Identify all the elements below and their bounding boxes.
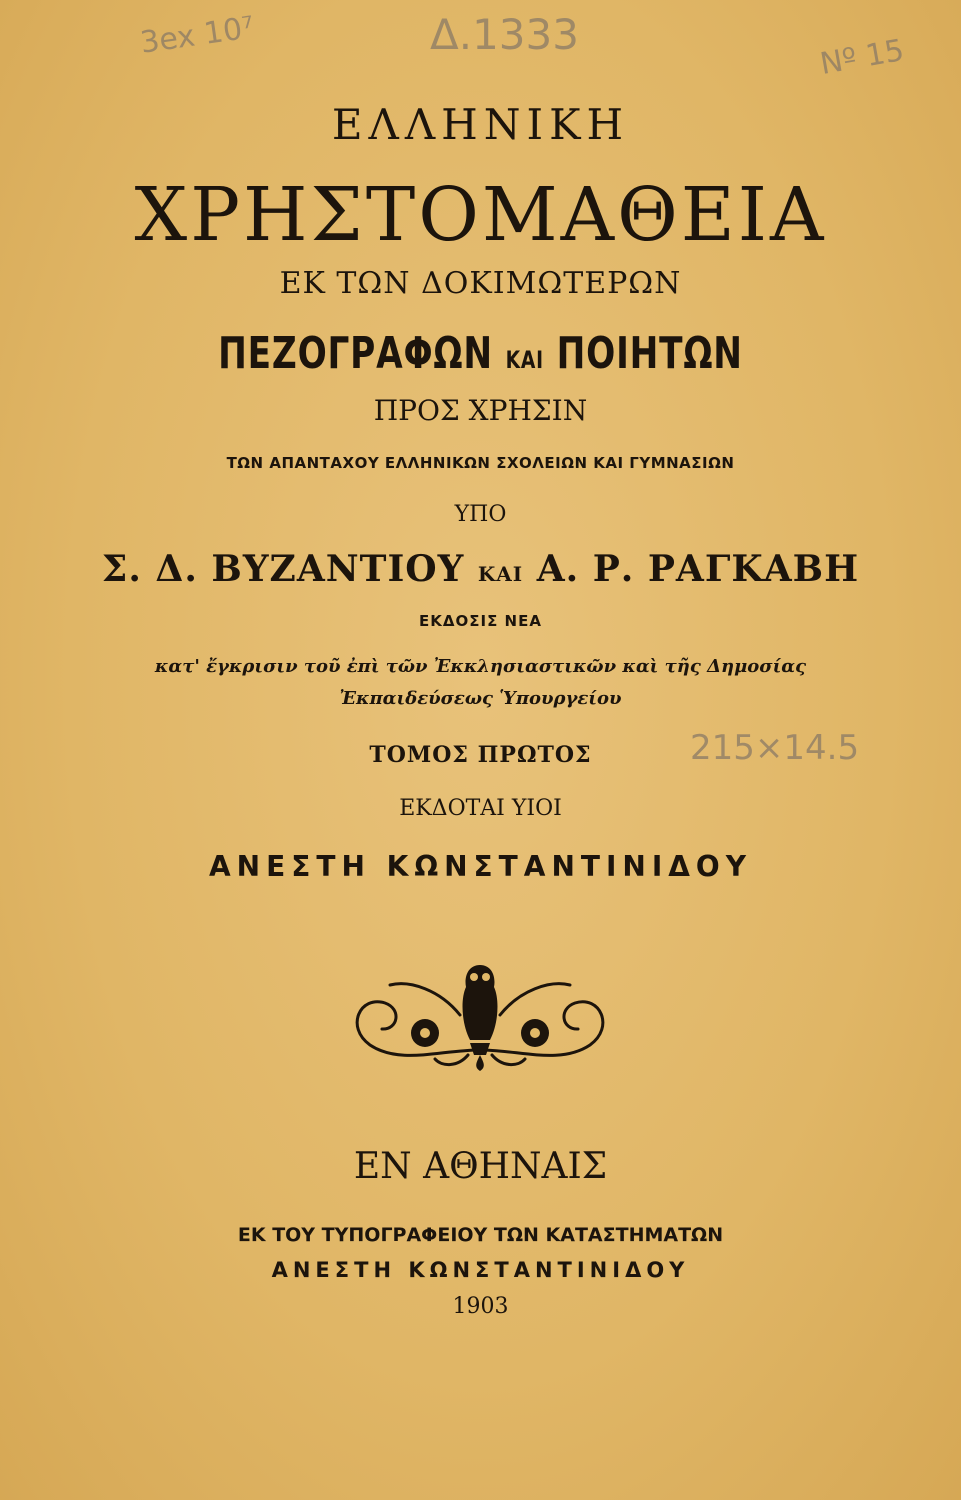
publishers-label: ΕΚΔΟΤΑΙ ΥΙΟΙ xyxy=(399,796,562,821)
subtitle-line-1: ΕΚ ΤΩΝ ΔΟΚΙΜΩΤΕΡΩΝ xyxy=(279,266,682,301)
pencil-note-top-left: 3ex 10⁷ xyxy=(138,10,257,61)
subtitle-word-and: ΚΑΙ xyxy=(505,346,544,374)
printer-line-2: ΑΝΕΣΤΗ ΚΩΝΣΤΑΝΤΙΝΙΔΟΥ xyxy=(271,1258,690,1282)
pencil-note-dimensions: 215×14.5 xyxy=(690,728,860,768)
pencil-note-shelfmark: Δ.1333 xyxy=(430,10,579,59)
approval-line-1: κατ' ἔγκρισιν τοῦ ἐπὶ τῶν Ἐκκλησιαστικῶν καὶ τῆς Δημοσίας xyxy=(154,656,807,677)
subtitle-word-prose: ΠΕΖΟΓΡΑΦΩΝ xyxy=(218,328,493,379)
place-of-publication: ΕΝ ΑΘΗΝΑΙΣ xyxy=(353,1146,608,1187)
by-line: ΥΠΟ xyxy=(454,502,507,527)
publisher-name: ΑΝΕΣΤΗ ΚΩΝΣΤΑΝΤΙΝΙΔΟΥ xyxy=(208,850,753,883)
volume: ΤΟΜΟΣ ΠΡΩΤΟΣ xyxy=(369,742,592,768)
main-title: ΧΡΗΣΤΟΜΑΘΕΙΑ xyxy=(134,172,827,258)
printer-line-1: ΕΚ ΤΟΥ ΤΥΠΟΓΡΑΦΕΙΟΥ ΤΩΝ ΚΑΤΑΣΤΗΜΑΤΩΝ xyxy=(237,1224,724,1246)
pencil-note-top-right: Nº 15 xyxy=(817,32,907,83)
subtitle-line-4: ΤΩΝ ΑΠΑΝΤΑΧΟΥ ΕΛΛΗΝΙΚΩΝ ΣΧΟΛΕΙΩΝ ΚΑΙ ΓΥΜΝΑΣΙΩΝ xyxy=(226,454,735,472)
authors-and: ΚΑΙ xyxy=(477,562,524,586)
author-2: Α. Ρ. ΡΑΓΚΑΒΗ xyxy=(536,548,860,590)
approval-line-2: Ἐκπαιδεύσεως Ὑπουργείου xyxy=(339,688,622,709)
authors xyxy=(0,548,961,590)
subtitle-line-2 xyxy=(106,328,856,379)
author-1: Σ. Δ. ΒΥΖΑΝΤΙΟΥ xyxy=(101,548,465,590)
publication-year: 1903 xyxy=(452,1294,509,1319)
title-line-1: ΕΛΛΗΝΙΚΗ xyxy=(331,100,630,149)
owl-ornament-icon xyxy=(330,955,630,1075)
subtitle-word-poets: ΠΟΙΗΤΩΝ xyxy=(556,328,743,379)
edition: ΕΚΔΟΣΙΣ ΝΕΑ xyxy=(419,612,542,630)
subtitle-line-3: ΠΡΟΣ ΧΡΗΣΙΝ xyxy=(373,394,588,427)
